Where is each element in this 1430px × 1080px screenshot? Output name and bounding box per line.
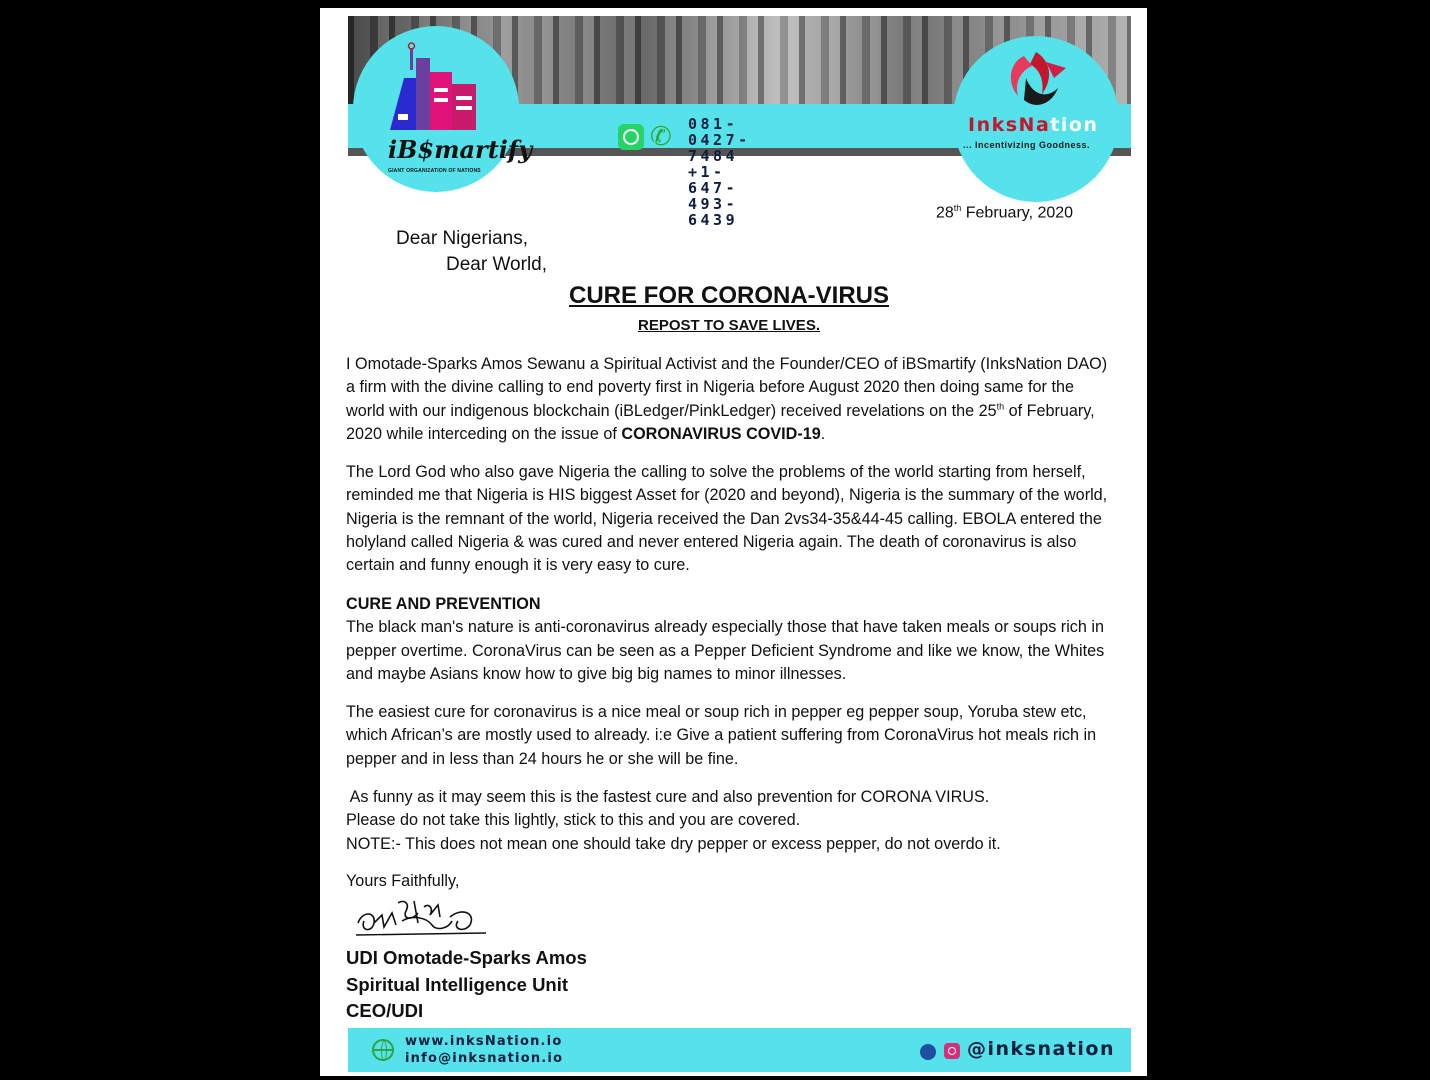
- footer-website: www.inksNation.io: [405, 1034, 563, 1049]
- ibsmartify-logo-text: iB$martify: [388, 135, 533, 164]
- paragraph-5: [346, 786, 1116, 856]
- paragraph-4: [346, 701, 1116, 771]
- phone-icon: ✆: [650, 121, 672, 151]
- phone-numbers: [688, 116, 751, 228]
- date-rest: February, 2020: [961, 204, 1074, 222]
- phone-number-2: +1-647-493-6439: [688, 163, 739, 229]
- footer-email: info@inksnation.io: [405, 1051, 564, 1066]
- p5-line-1: As funny as it may seem this is the fastest cure and also prevention for CORONA VIRUS.: [346, 788, 990, 806]
- p5-line-3: NOTE:- This does not mean one should take dry pepper or excess pepper, do not overdo it.: [346, 834, 1001, 853]
- letter-page: [320, 8, 1147, 1076]
- instagram-icon: [944, 1043, 960, 1059]
- signatory-title: CEO/UDI: [346, 1000, 424, 1021]
- inksnation-logo-text-b: tion: [1050, 114, 1099, 136]
- date-day: 28: [936, 204, 954, 222]
- p1-end: .: [820, 424, 826, 443]
- whatsapp-icon: [618, 124, 644, 150]
- signatory-name: UDI Omotade-Sparks Amos: [346, 947, 587, 968]
- inksnation-tagline: ... Incentivizing Goodness.: [963, 140, 1091, 150]
- inksnation-logo-icon: [996, 48, 1076, 118]
- signatory-block: [346, 945, 587, 1025]
- p3-heading: CURE AND PREVENTION: [346, 595, 541, 613]
- letter-date: [936, 203, 1073, 222]
- date-suffix: th: [953, 203, 962, 213]
- footer-handle: @inksnation: [967, 1038, 1116, 1060]
- paragraph-2: [346, 461, 1116, 577]
- p1-bold: CORONAVIRUS COVID-19: [621, 424, 821, 443]
- inksnation-logo-text: [968, 114, 1098, 136]
- p1-sup: th: [996, 401, 1005, 412]
- paragraph-3: [346, 593, 1116, 686]
- inksnation-logo-text-a: InksNa: [968, 114, 1051, 136]
- p2-text: The Lord God who also gave Nigeria the calling to solve the problems of the world starting from herself, reminded me that Nigeria is HIS biggest Asset for (2020 and beyond), Nigeria is the summary of the world, Nigeria is the remnant of the world, Nigeria received the Dan 2vs34-35&44-45 calling. EBOLA entered the holyland called Nigeria & was cured and never entered Nigeria again. The death of coronavirus is also certain and funny enough it is very easy to cure.: [346, 463, 1108, 575]
- footer-contacts: [405, 1033, 563, 1067]
- signature-image: [352, 893, 492, 941]
- letter-subtitle: REPOST TO SAVE LIVES.: [638, 317, 820, 334]
- p3-text: The black man's nature is anti-coronavirus already especially those that have taken meals or soups rich in pepper overtime. CoronaVirus can be seen as a Pepper Deficient Syndrome and like we know, the Whites and maybe Asians know how to give big big names to minor illnesses.: [346, 618, 1105, 683]
- p1-text-b: of February, 2020 while interceding on the issue of: [346, 401, 1095, 443]
- p5-line-2: Please do not take this lightly, stick to this and you are covered.: [346, 811, 801, 830]
- letter-title: CURE FOR CORONA-VIRUS: [568, 282, 889, 309]
- p4-text: The easiest cure for coronavirus is a nice meal or soup rich in pepper eg pepper soup, Yoruba stew etc, which African’s are mostly used to already. i:e Give a patient suffering from CoronaVirus hot meals rich in pepper and in less than 24 hours he or she will be fine.: [346, 703, 1097, 768]
- globe-icon: [372, 1039, 394, 1061]
- ibsmartify-logo-subtext: GIANT ORGANIZATION OF NATIONS: [388, 168, 481, 174]
- twitter-icon: [920, 1044, 936, 1060]
- paragraph-1: [346, 353, 1116, 446]
- signatory-unit: Spiritual Intelligence Unit: [346, 973, 569, 995]
- greeting-line-2: Dear World,: [446, 254, 548, 275]
- footer-band: [348, 1028, 1131, 1072]
- phone-number-1: 081-0427-7484: [688, 115, 751, 165]
- closing-text: Yours Faithfully,: [346, 872, 460, 890]
- closing: [346, 870, 1116, 893]
- greeting-line-1: Dear Nigerians,: [396, 228, 528, 249]
- p1-text-a: I Omotade-Sparks Amos Sewanu a Spiritual Activist and the Founder/CEO of iBSmartify (InksNation DAO) a firm with the divine calling to end poverty first in Nigeria before August 2020 then doing same for the world with our indigenous blockchain (iBLedger/PinkLedger) received revelations on the 25: [346, 355, 1108, 420]
